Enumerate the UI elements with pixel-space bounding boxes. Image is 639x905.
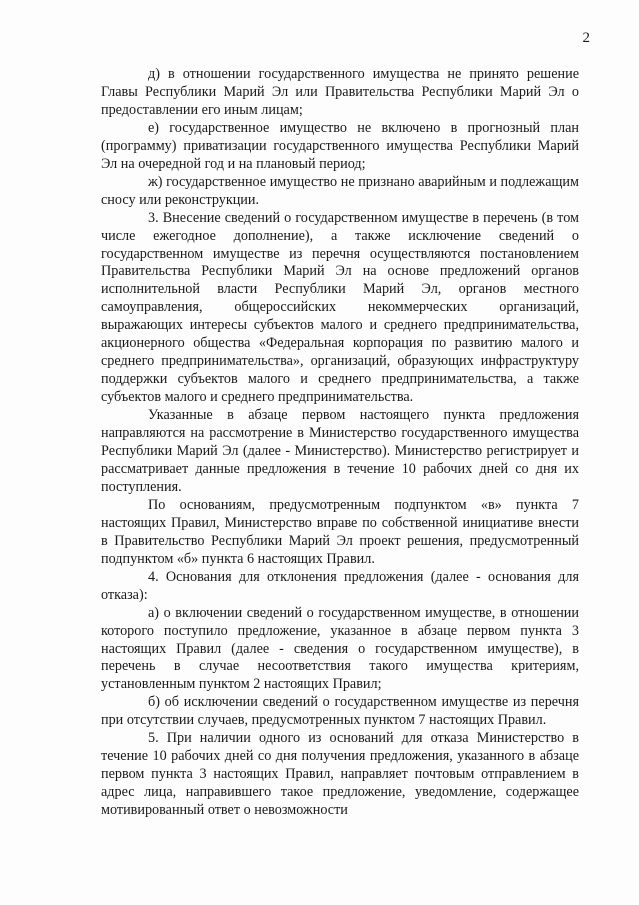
- paragraph-subitem-e: е) государственное имущество не включено в прогнозный план (программу) приватизации государственного имущества Республики Марий Эл на очередной год и на плановый период;: [101, 119, 579, 172]
- paragraph-subitem-zh: ж) государственное имущество не признано аварийным и подлежащим сносу или реконструкции.: [101, 173, 579, 208]
- paragraph-item-3: 3. Внесение сведений о государственном имуществе в перечень (в том числе ежегодное дополнение), а также исключение сведений о государственном имуществе из перечня осуществляются постановлением Правительства Республики Марий Эл на основе предложений органов исполнительной власти Республики Марий Эл, органов местного самоуправления, общероссийских некоммерческих организаций, выражающих интересы субъектов малого и среднего предпринимательства, акционерного общества «Федеральная корпорация по развитию малого и среднего предпринимательства», организаций, образующих инфраструктуру поддержки субъектов малого и среднего предпринимательства, а также субъектов малого и среднего предпринимательства.: [101, 209, 579, 406]
- document-body: [101, 66, 579, 820]
- paragraph-item-4-a: а) о включении сведений о государственном имуществе, в отношении которого поступило предложение, указанное в абзаце первом пункта 3 настоящих Правил (далее - сведения о государственном имуществе), в перечень в случае несоответствия такого имущества критериям, установленным пунктом 2 настоящих Правил;: [101, 604, 579, 693]
- paragraph-item-3-initiative: По основаниям, предусмотренным подпунктом «в» пункта 7 настоящих Правил, Министерство вправе по собственной инициативе внести в Правительство Республики Марий Эл проект решения, предусмотренный подпунктом «б» пункта 6 настоящих Правил.: [101, 496, 579, 567]
- paragraph-item-3-proposals: Указанные в абзаце первом настоящего пункта предложения направляются на рассмотрение в Министерство государственного имущества Республики Марий Эл (далее - Министерство). Министерство регистрирует и рассматривает данные предложения в течение 10 рабочих дней со дня их поступления.: [101, 407, 579, 495]
- page-number: 2: [582, 30, 590, 46]
- paragraph-subitem-d: д) в отношении государственного имущества не принято решение Главы Республики Марий Эл или Правительства Республики Марий Эл о предоставлении его иным лицам;: [101, 66, 579, 118]
- paragraph-item-5: 5. При наличии одного из оснований для отказа Министерство в течение 10 рабочих дней со дня получения предложения, указанного в абзаце первом пункта 3 настоящих Правил, направляет почтовым отправлением в адрес лица, направившего такое предложение, уведомление, содержащее мотивированный ответ о невозможности: [101, 730, 579, 819]
- paragraph-item-4: 4. Основания для отклонения предложения (далее - основания для отказа):: [101, 568, 579, 603]
- paragraph-item-4-b: б) об исключении сведений о государственном имуществе из перечня при отсутствии случаев, предусмотренных пунктом 7 настоящих Правил.: [101, 694, 579, 729]
